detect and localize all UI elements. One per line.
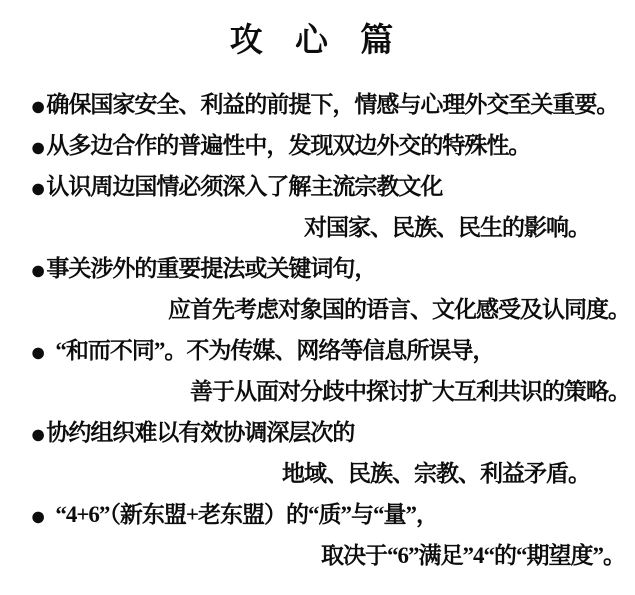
bullet-item-5-continuation: 善于从面对分歧中探讨扩大互利共识的策略。 xyxy=(190,379,630,404)
bullet-icon: ● xyxy=(30,337,47,367)
bullet-item-6 xyxy=(30,412,630,453)
bullet-item-6-continuation: 地域、民族、宗教、利益矛盾。 xyxy=(282,461,590,486)
bullet-icon: ● xyxy=(30,173,47,203)
bullet-item-5 xyxy=(30,330,630,371)
bullet-item-3-continuation: 对国家、民族、民生的影响。 xyxy=(304,215,590,240)
bullet-item-2-text: 从多边合作的普遍性中，发现双边外交的特殊性。 xyxy=(46,133,531,158)
bullet-item-7-continuation: 取决于“6”满足”4“的“期望度”。 xyxy=(321,543,625,568)
bullet-item-2 xyxy=(30,125,630,166)
bullet-item-1-text: 确保国家安全、利益的前提下，情感与心理外交至关重要。 xyxy=(46,92,619,117)
bullet-item-3 xyxy=(30,166,630,207)
bullet-icon: ● xyxy=(30,419,47,449)
bullet-item-4 xyxy=(30,248,630,289)
bullet-item-5-text: “和而不同”。不为传媒、网络等信息所误导， xyxy=(55,338,495,363)
bullet-icon: ● xyxy=(30,132,47,162)
bullet-item-7-text: “4+6”（新东盟+老东盟）的“质”与“量”， xyxy=(55,502,439,527)
bullet-icon: ● xyxy=(30,91,47,121)
bullet-icon: ● xyxy=(30,501,47,531)
page-title: 攻 心 篇 xyxy=(229,23,406,59)
bullet-item-1 xyxy=(30,84,630,125)
bullet-item-7 xyxy=(30,494,630,535)
bullet-item-6-text: 协约组织难以有效协调深层次的 xyxy=(46,420,355,445)
bullet-item-4-text: 事关涉外的重要提法或关键词句， xyxy=(46,256,377,281)
bullet-item-3-text: 认识周边国情必须深入了解主流宗教文化 xyxy=(46,174,443,199)
bullet-item-4-continuation: 应首先考虑对象国的语言、文化感受及认同度。 xyxy=(168,297,630,322)
bullet-icon: ● xyxy=(30,255,47,285)
bullet-list xyxy=(0,84,635,576)
